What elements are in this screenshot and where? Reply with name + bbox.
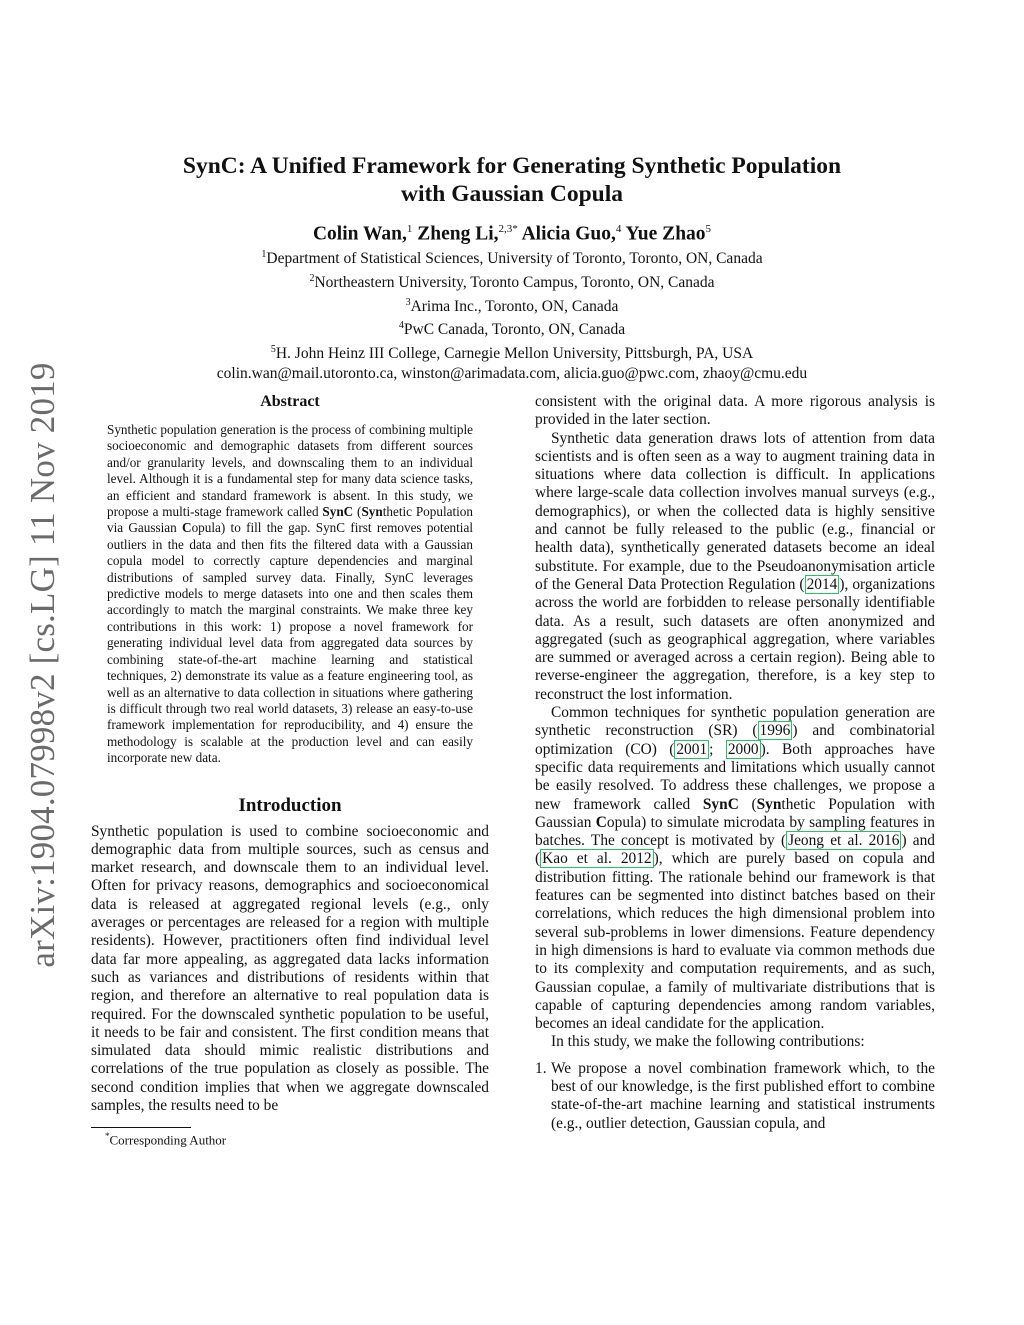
author-affil-mark: 2,3*	[498, 223, 518, 235]
author-affil-mark: 5	[705, 223, 712, 235]
email-list: colin.wan@mail.utoronto.ca, winston@arimadata.com, alicia.guo@pwc.com, zhaoy@cmu.edu	[216, 364, 808, 382]
citation-link[interactable]: 1996	[759, 722, 791, 740]
arxiv-sidebar	[8, 360, 78, 970]
affiliation-line: $^5$H. John Heinz III College, Carnegie Mellon University, Pittsburgh, PA, USA	[270, 344, 754, 363]
title-line-2: with Gaussian Copula	[400, 181, 624, 207]
affiliation-line: $^2$Northeastern University, Toronto Campus, Toronto, ON, Canada	[309, 272, 715, 291]
author-name: Zheng Li,	[417, 223, 499, 245]
footnote: *Corresponding Author	[105, 1131, 227, 1148]
contributions-list	[535, 1060, 935, 1133]
right-column	[535, 393, 935, 1133]
citation-link[interactable]: 2014	[806, 575, 838, 593]
contributions-intro: In this study, we make the following contributions:	[551, 1033, 865, 1051]
citation-link[interactable]: 2000	[727, 740, 759, 758]
synthetic-data-paragraph: Synthetic data generation draws lots of attention from data scientists and is often seen as a way to augment training data in situations where data collection is difficult. In applications where large-scale data collection involves manual surveys (e.g., demographics), or when the collected data is highly sensitive and cannot be fully released to the public (e.g., financial or health data), synthetically generated datasets become an ideal substitute. For example, due to the Pseudoanonymisation article of the General Data Protection Regulation ( 2014 ), organizations across the world are forbidden to release personally identifiable data. As a result, such datasets are often anonymized and aggregated (such as geographical aggregation, where variables are summed or averaged across a certain region). Being able to reverse-engineer the aggregation, therefore, is a key step to reconstruct the lost information.	[535, 429, 935, 703]
left-column	[91, 393, 489, 1149]
paper-title	[100, 152, 924, 208]
list-item: 1. We propose a novel combination framework which, to the best of our knowledge, is the first published effort to combine state-of-the-art machine learning and statistical instruments (e.g., outlier detection, Gaussian copula, and	[535, 1059, 935, 1132]
introduction-heading: Introduction	[238, 794, 342, 816]
intro-continued-paragraph: consistent with the original data. A more rigorous analysis is provided in the later section.	[535, 393, 935, 429]
affiliation-line: $^1$Department of Statistical Sciences, University of Toronto, Toronto, ON, Canada	[261, 249, 763, 268]
affiliation-line: $^3$Arima Inc., Toronto, ON, Canada	[405, 296, 619, 315]
author-affil-mark: 4	[615, 223, 622, 235]
author-name: Yue Zhao	[625, 223, 706, 245]
introduction-paragraph: Synthetic population is used to combine socioeconomic and demographic data from multiple sources, such as census and market research, and downscale them to an individual level. Often for privacy reasons, demographics and socioeconomical data is released at aggregated regional levels (e.g., only averages or percentages are released for a region with multiple residents). However, practitioners often find individual level data far more appealing, as aggregated data lacks information such as variances and distributions of residents within that region, and therefore an alternative to real population data is required. For the downscaled synthetic population to be useful, it needs to be fair and consistent. The first condition means that simulated data should mimic realistic distributions and correlations of the true population as closely as possible. The second condition implies that when we aggregate downscaled samples, the results need to be	[91, 822, 489, 1114]
affiliation-line: $^4$PwC Canada, Toronto, ON, Canada	[398, 320, 626, 339]
abstract-heading: Abstract	[260, 393, 320, 410]
arxiv-identifier: arXiv:1904.07998v2 [cs.LG] 11 Nov 2019	[23, 362, 62, 968]
author-name: Alicia Guo,	[521, 223, 616, 245]
author-list	[100, 223, 924, 246]
citation-link[interactable]: 2001	[676, 740, 708, 758]
citation-link[interactable]: Jeong et al. 2016	[788, 832, 900, 850]
abstract-text: Synthetic population generation is the process of combining multiple socioeconomic and demographic datasets from different sources and/or granularity levels, and downscaling them to an individual level. Although it is a fundamental step for many data science tasks, an efficient and standard framework is absent. In this study, we propose a multi-stage framework called SynC (Synthetic Population via Gaussian Copula) to fill the gap. SynC first removes potential outliers in the data and then fits the filtered data with a Gaussian copula model to correctly capture dependencies and marginal distributions of sampled survey data. Finally, SynC leverages predictive models to merge datasets into one and then scales them accordingly to match the marginal constraints. We make three key contributions in this work: 1) propose a novel framework for generating individual level data from aggregated data sources by combining state-of-the-art machine learning and statistical techniques, 2) demonstrate its value as a feature engineering tool, as well as an alternative to data collection in situations where gathering is difficult through two real world datasets, 3) release an easy-to-use framework implementation for reproducibility, and 4) ensure the methodology is scalable at the production level and can easily incorporate new data.	[107, 422, 473, 766]
affiliations	[100, 245, 924, 383]
citation-link[interactable]: Kao et al. 2012	[542, 850, 652, 868]
author-name: Colin Wan,	[312, 223, 407, 245]
title-line-1: SynC: A Unified Framework for Generating Synthetic Population	[182, 153, 842, 179]
author-affil-mark: 1	[406, 223, 413, 235]
techniques-paragraph: Common techniques for synthetic population generation are synthetic reconstruction (SR) ( 1996 ) and combinatorial optimization (CO) ( 2001 ; 2000 ). Both approaches have specific data requirements and limitations which usually cannot be easily resolved. To address these challenges, we propose a new framework called SynC (Synthetic Population with Gaussian Copula) to simulate microdata by sampling features in batches. The concept is motivated by ( Jeong et al. 2016 ) and ( Kao et al. 2012 ), which are purely based on copula and distribution fitting. The rationale behind our framework is that features can be segmented into distinct batches based on their correlations, which reduces the high dimensional problem into several sub-problems in lower dimensions. Feature dependency in high dimensions is hard to evaluate via common methods due to its complexity and computation requirements, and as such, Gaussian copulae, a family of multivariate distributions that is capable of capturing dependencies among random variables, becomes an ideal candidate for the application.	[535, 704, 936, 1033]
